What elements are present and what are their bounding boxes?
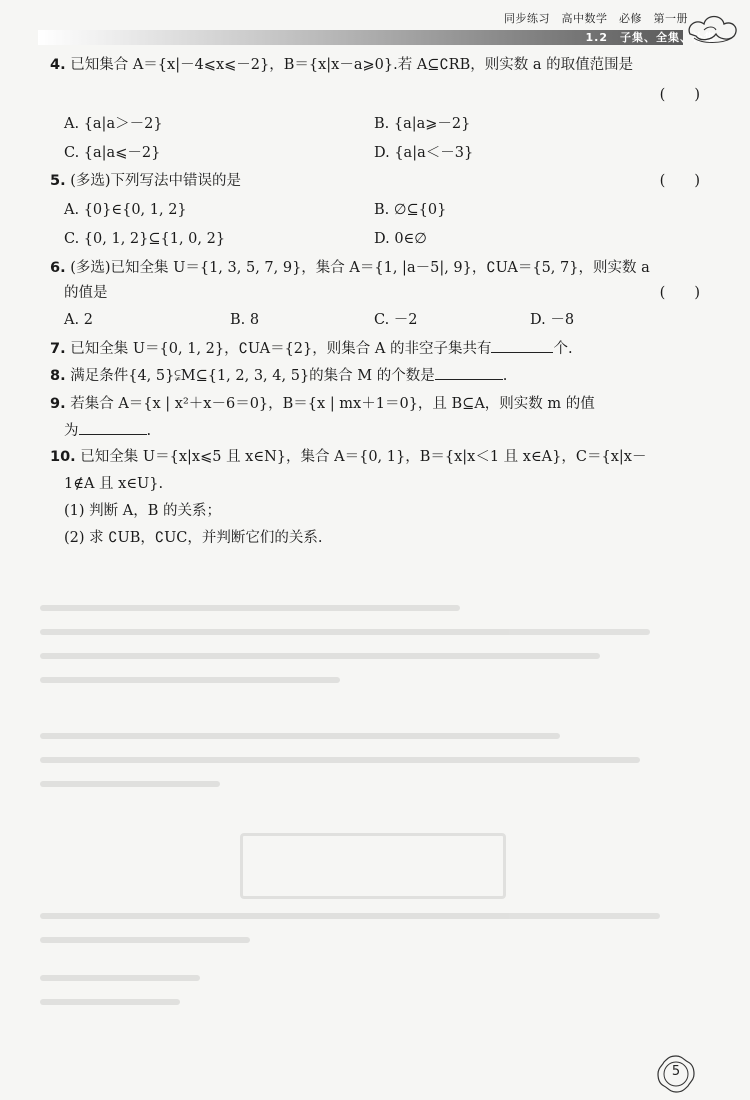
option-d: D. －8: [530, 312, 575, 328]
bleed-through-texture: [40, 595, 720, 1015]
answer-blank: [79, 420, 147, 435]
answer-blank: [435, 365, 503, 380]
question-5-text: (多选)下列写法中错误的是: [70, 173, 242, 189]
option-b: B. ∅⊆{0}: [374, 202, 447, 218]
option-a: A. {0}∈{0, 1, 2}: [64, 202, 187, 218]
page-number: 5: [671, 1064, 681, 1079]
option-b: B. {a|a⩾－2}: [374, 116, 471, 132]
answer-parens: ( ): [659, 173, 700, 189]
question-8: 8. 满足条件{4, 5}⫋M⊆{1, 2, 3, 4, 5}的集合 M 的个数是 .: [50, 365, 507, 386]
answer-parens: ( ): [659, 285, 700, 301]
book-info: 同步练习 高中数学 必修 第一册: [504, 12, 688, 25]
page-header: [0, 0, 750, 48]
option-d: D. 0∈∅: [374, 231, 427, 247]
option-a: A. {a|a＞－2}: [64, 116, 163, 132]
question-6-text-cont: 的值是: [64, 285, 108, 301]
option-d: D. {a|a＜－3}: [374, 145, 474, 161]
question-5: 5. (多选)下列写法中错误的是: [50, 173, 242, 189]
cloud-ornament-icon: [682, 8, 742, 48]
section-title: 1.2 子集、全集、补集: [585, 31, 716, 44]
question-9: 9. 若集合 A＝{x | x²＋x－6＝0}，B＝{x | mx＋1＝0}，且 B⊆A，则实数 m 的值: [50, 396, 595, 412]
question-4: 4. 已知集合 A＝{x|－4⩽x⩽－2}，B＝{x|x－a⩾0}.若 A⊆∁RB，则实数 a 的取值范围是: [50, 57, 634, 73]
option-c: C. {a|a⩽－2}: [64, 145, 161, 161]
answer-blank: [491, 338, 553, 353]
option-a: A. 2: [64, 312, 93, 328]
question-9-text-cont: 为 .: [64, 420, 151, 441]
question-10: 10. 已知全集 U＝{x|x⩽5 且 x∈N}，集合 A＝{0, 1}，B＝{x|x＜1 且 x∈A}，C＝{x|x－: [50, 449, 647, 465]
question-10-part-2: (2) 求 ∁UB，∁UC，并判断它们的关系.: [64, 530, 323, 546]
option-c: C. －2: [374, 312, 418, 328]
question-6-text: (多选)已知全集 U＝{1, 3, 5, 7, 9}，集合 A＝{1, |a－5|, 9}，∁UA＝{5, 7}，则实数 a: [70, 260, 650, 276]
question-6: 6. (多选)已知全集 U＝{1, 3, 5, 7, 9}，集合 A＝{1, |a－5|, 9}，∁UA＝{5, 7}，则实数 a: [50, 260, 650, 276]
option-b: B. 8: [230, 312, 260, 328]
option-c: C. {0, 1, 2}⊆{1, 0, 2}: [64, 231, 226, 247]
answer-parens: ( ): [659, 87, 700, 103]
question-4-text: 已知集合 A＝{x|－4⩽x⩽－2}，B＝{x|x－a⩾0}.若 A⊆∁RB，则实数 a 的取值范围是: [70, 57, 634, 73]
question-10-text-cont: 1∉A 且 x∈U}.: [64, 476, 164, 492]
question-7: 7. 已知全集 U＝{0, 1, 2}，∁UA＝{2}，则集合 A 的非空子集共有 个.: [50, 338, 573, 359]
question-10-part-1: (1) 判断 A，B 的关系；: [64, 503, 221, 519]
